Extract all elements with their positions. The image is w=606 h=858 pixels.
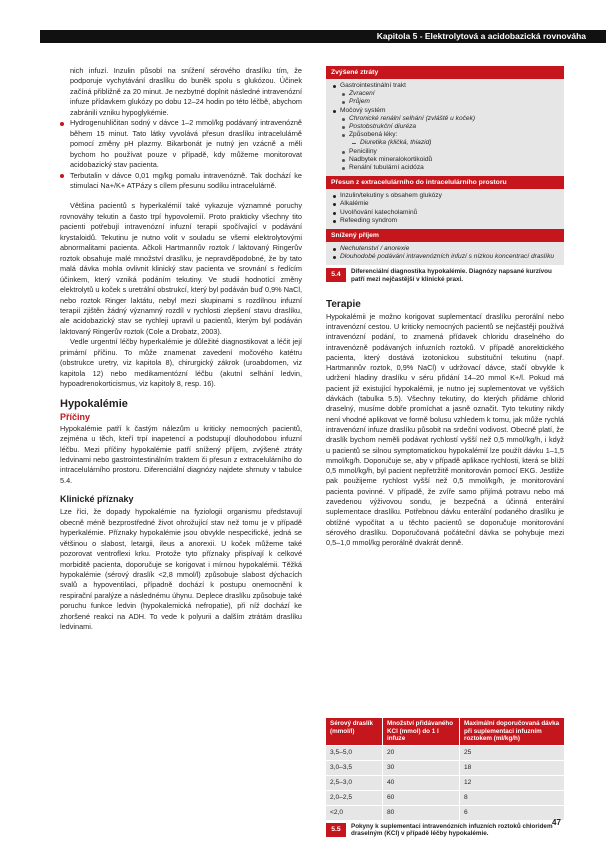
caption-text: Pokyny k suplementaci intravenózních infuzních roztoků chloridem draselným (KCl) v případě léčby hypokalémie. bbox=[351, 822, 553, 838]
paragraph: Hypokalémii je možno korigovat suplementací draslíku perorální nebo intravenózní cestou. U kriticky nemocných pacientů se nejčastěji používá intravenózní podání, to znamená přídavek chloridu draselného do intravenózně podávaných infuzních roztoků. V případě anorektického pacienta, který dostává izotonickou substituční tekutinu (např. Hartmannův roztok, 0,9% NaCl) v udržovací dávce, stačí obvykle k udržení hladiny draslíku v séru přidání 14–20 mmol K+/l. Pokud má pacient již existující hypokalémii, je nutno jej suplementovat ve vyšších dávkách (tabulka 5.5). Všechny tekutiny, do kterých přidáme chlorid draselný, musíme dobře promíchat a jasně označit. Tyto tekutiny nikdy není vhodné aplikovat ve formě bolusu vzhledem k tomu, jak může rychlá intravenózní infuze draslíku působit na srdeční vodivost. Obecně platí, že draslík bychom neměli podávat rychlostí vyšší než 0,5 mmol/kg/h, i když u pacientů se silnou symptomatickou hypokalémií lze použít dávku 1–1,5 mmol/kg/h. Doporučuje se, aby v případě aplikace rychlosti, která se blíží 0,5 mmol/kg/h, byl pacient nepřetržitě monitorován pomocí EKG. Jestliže pak použijeme rychlost vyšší než 0,5 mmol/kg/h, je monitorování pacienta povinné. V případě, že zvíře samo přijímá potravu nebo má zavedenou výživovou sondu, je bezpečná a účinná enterální suplementace draslíku. Potřebnou dávku enterální podaného draslíku je obtížné vypočítat a u těchto pacientů se doporučuje monitorování sérového draslíku. Doporučovaná počáteční dávka se pohybuje mezi 0,5–1,0 mmol/kg perorálně dvakrát denně. bbox=[326, 311, 564, 548]
list-item: Hydrogenuhličitan sodný v dávce 1–2 mmol/kg podávaný intravenózně během 15 minut. Tato látky vyvolává přesun draslíku intracelulárně pomocí změny pH plazmy. Bikarbonát je nutný jen vzácně a měli bychom ho používat pouze v případě, kdy můžeme monitorovat acidobazický stav pacienta. bbox=[60, 118, 302, 170]
right-column bbox=[326, 66, 564, 548]
list-item: Průjem bbox=[340, 98, 559, 106]
table-cell: 20 bbox=[383, 745, 460, 760]
paragraph: Hypokalémie patří k častým nálezům u kriticky nemocných pacientů, zejména u těch, kteří trpí inapetencí a podstupují dlouhodobou infuzní léčbu. Mezi příčiny hypokalémie patří snížený příjem, zvýšené ztráty ledvinami nebo gastrointestinálním traktem či přesun z extracelulárního do intracelulárního prostoru. Diferenciální diagnózy najdete shrnuty v tabulce 5.4. bbox=[60, 423, 302, 485]
list-item: Chronické renální selhání (zvláště u koček) bbox=[340, 115, 559, 123]
table-row bbox=[326, 790, 564, 805]
table-cell: 18 bbox=[460, 760, 565, 775]
subsection-heading: Klinické příznaky bbox=[60, 494, 134, 505]
section-heading: Hypokalémie bbox=[60, 397, 128, 410]
table-cell: 60 bbox=[383, 790, 460, 805]
box-section-title: Přesun z extracelulárního do intracelulárního prostoru bbox=[326, 176, 564, 189]
caption-number: 5.4 bbox=[326, 268, 346, 282]
table-caption bbox=[326, 268, 564, 283]
list-item: Gastrointestinální trakt Zvracení Průjem bbox=[333, 82, 559, 107]
box-section-title: Zvýšené ztráty bbox=[326, 66, 564, 79]
table-cell: 25 bbox=[460, 745, 565, 760]
list-item: Dlouhodobé podávání intravenózních infuzí s nízkou koncentrací draslíku bbox=[333, 253, 559, 261]
table-header: Množství přidávaného KCl (mmol) do 1 l infuze bbox=[383, 718, 460, 745]
list-item: Renální tubulární acidóza bbox=[340, 164, 559, 172]
list-item: Refeeding syndrom bbox=[333, 217, 559, 225]
list-item: Inzulin/tekutiny s obsahem glukózy bbox=[333, 192, 559, 200]
chapter-header-bar bbox=[40, 30, 606, 43]
differential-diagnosis-box bbox=[326, 66, 564, 265]
list-item: Zvracení bbox=[340, 90, 559, 98]
list-item: Způsobená léky: Diuretika (kličká, thiazid) bbox=[340, 131, 559, 147]
table-cell: 8 bbox=[460, 790, 565, 805]
left-column bbox=[60, 66, 302, 633]
table-cell: 2,5–3,0 bbox=[326, 775, 383, 790]
box-section-title: Snížený příjem bbox=[326, 229, 564, 242]
caption-text: Diferenciální diagnostika hypokalémie. Diagnózy napsané kurzívou patří mezi nejčastější v klinické praxi. bbox=[351, 268, 552, 284]
table-cell: 6 bbox=[460, 805, 565, 820]
table-cell: 2,0–2,5 bbox=[326, 790, 383, 805]
paragraph: Lze říci, že dopady hypokalémie na fyziologii organismu představují obecně méně bezprostředné život ohrožující stav než tomu je v případě hyperkalémie. Příznaky hypokalémie jsou obvykle nespecifické, jedná se většinou o slabost, letargii, ileus a anorexii. U koček můžeme také pozorovat ventroflexi krku. Protože tyto příznaky přispívají k celkové morbiditě pacienta, doporučuje se korigovat i mírnou hypokalémii. Těžká hypokalémie (sérový draslík <2,8 mmol/l) způsobuje slabost dýchacích svalů a hypoventilaci, případně dochází k postupu onemocnění k respirační paralýze a následnému úhynu. Deplece draslíku způsobuje také poruchu funkce ledvin (hypokalemická nefropatie), při níž dochází ke zhoršené reakci na ADH. To vede k polyurii a dalším ztrátám draslíku ledvinami. bbox=[60, 507, 302, 632]
table-cell: 3,0–3,5 bbox=[326, 760, 383, 775]
table-header: Sérový draslík (mmol/l) bbox=[326, 718, 383, 745]
table-cell: 12 bbox=[460, 775, 565, 790]
treatment-list bbox=[60, 118, 302, 191]
table-row bbox=[326, 745, 564, 760]
table-cell: 40 bbox=[383, 775, 460, 790]
subsection-heading: Příčiny bbox=[60, 411, 91, 422]
table-cell: 30 bbox=[383, 760, 460, 775]
table-caption bbox=[326, 823, 564, 838]
list-item: Diuretika (kličká, thiazid) bbox=[349, 139, 559, 147]
list-item: Terbutalin v dávce 0,01 mg/kg pomalu intravenózně. Tak dochází ke stimulaci Na+/K+ ATPázy s cílem přesunu sodíku intracelulárně. bbox=[60, 171, 302, 192]
list-item: Nadbytek mineralokortikoidů bbox=[340, 156, 559, 164]
list-item: Uvolňování katecholaminů bbox=[333, 209, 559, 217]
list-item: Alkalémie bbox=[333, 200, 559, 208]
kcl-dosage-table bbox=[326, 718, 564, 820]
paragraph: Vedle urgentní léčby hyperkalémie je důležité diagnostikovat a léčit její primární příčinu. To může znamenat zavedení močového katétru (obstrukce uretry, viz kapitola 8), chirurgický zákrok (uroabdomen, viz kapitola 12) nebo medikamentózní léčbu (akutní selhání ledvin, hypoadrenokorticismus, viz kapitoly 8, resp. 16). bbox=[60, 337, 302, 389]
section-heading: Terapie bbox=[326, 298, 361, 310]
list-item: Nechutenství / anorexie bbox=[333, 245, 559, 253]
table-cell: <2,0 bbox=[326, 805, 383, 820]
list-item: Močový systém Chronické renální selhání (zvláště u koček) Postobstrukční diuréza Způsobená léky: Diuretika (kličká, thiazid) Peniciliny Nadbytek mineralokortikoidů Renální tubulární acidóza bbox=[333, 107, 559, 173]
page-number: 47 bbox=[552, 818, 561, 827]
table-row bbox=[326, 760, 564, 775]
table-header: Maximální doporučovaná dávka při suplementaci infuzním roztokem (ml/kg/h) bbox=[460, 718, 565, 745]
table-row bbox=[326, 805, 564, 820]
table-cell: 3,5–5,0 bbox=[326, 745, 383, 760]
dosage-table-wrap bbox=[326, 718, 564, 838]
paragraph: nich infuzí. Inzulin působí na snížení sérového draslíku tím, že podporuje vychytávání draslíku do buněk spolu s glukózou. Účinek začíná přibližně za 20 minut. Je nezbytné doplnit následné intravenózní infuze přídavkem glukózy po dobu 12–24 hodin po této léčbě, abychom zabránili vzniku hypoglykémie. bbox=[70, 66, 302, 117]
caption-number: 5.5 bbox=[326, 823, 346, 837]
list-item: Peniciliny bbox=[340, 148, 559, 156]
paragraph: Většina pacientů s hyperkalémií také vykazuje významné poruchy rovnováhy tekutin a často trpí hypovolemií. Proto prakticky všechny tito pacienti potřebují intravenózní infuzní terapii spočívající v podávání krystaloidů. Tekutinu je nutno volit v souladu se všemi elektrolytovými abnormalitami pacienta. Ačkoli Hartmannův roztok / laktovaný Ringerův roztok obsahuje malé množství draslíku, je nepravděpodobné, že by tato malá dávka mohla ovlivnit klinický stav pacienta ve srovnání s ředícím účinkem, který vzniká podáním tekutiny. Ve studii hodnotící změny elektrolytů u koček s uretrální obstrukcí, který byl podáván buď 0,9% NaCl, nebo roztok Ringer laktátu, nebyl mezi skupinami s rozdílnou infuzní terapií zjištěn žádný významný rozdíl v rychlosti zlepšení stavu draslíku, ale acidobazický stav se rychleji upravil u pacientů, kterým byl podáván laktovaný Ringerův roztok (Cole a Drobatz, 2003). bbox=[60, 201, 302, 336]
chapter-title: Kapitola 5 - Elektrolytová a acidobazická rovnováha bbox=[376, 31, 586, 41]
table-cell: 80 bbox=[383, 805, 460, 820]
table-row bbox=[326, 775, 564, 790]
list-item: Postobstrukční diuréza bbox=[340, 123, 559, 131]
